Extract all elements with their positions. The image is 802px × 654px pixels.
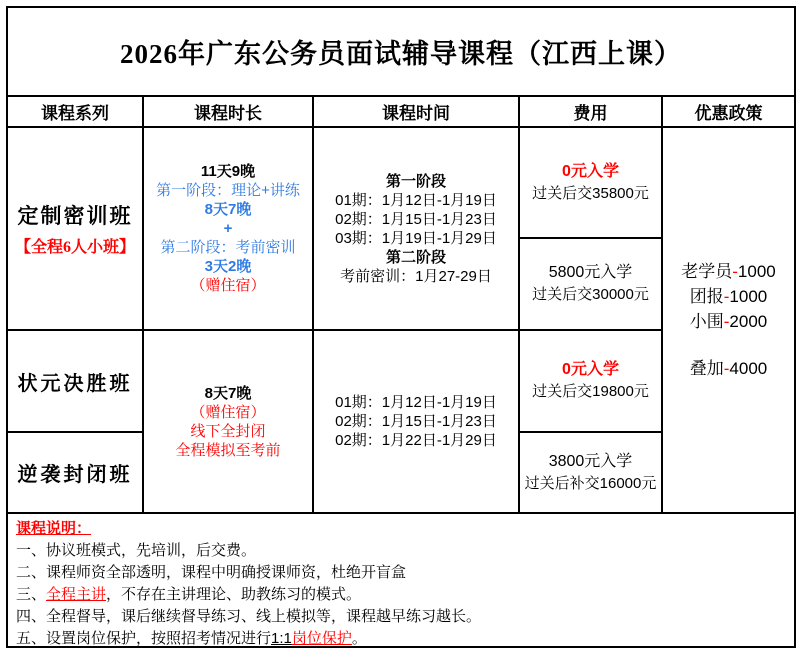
note-line-3-highlight: 全程主讲 [46, 586, 107, 603]
title-bar [8, 8, 794, 97]
duration-lodging-note-row1: （赠住宿） [190, 277, 266, 294]
time23-session-02b: 02期：1月22日-1月29日 [335, 432, 497, 449]
time-phase2-heading: 第二阶段 [385, 248, 446, 266]
note-line-3 [16, 584, 786, 606]
fee-headline-zero-a: 0元入学 [562, 162, 619, 180]
time-session-02: 02期：1月15日-1月23日 [335, 210, 497, 228]
series-name-custom: 定制密训班 [17, 204, 133, 228]
note-line-5 [16, 628, 786, 650]
fee-after-pass-16000: 过关后补交16000元 [524, 474, 657, 492]
duration-cell-row1 [144, 128, 312, 329]
duration-mock-until-exam-note: 全程模拟至考前 [175, 441, 281, 459]
course-table [8, 97, 794, 512]
time23-session-01: 01期：1月12日-1月19日 [335, 394, 497, 411]
duration-cell-rows23 [144, 331, 312, 512]
notes-heading: 课程说明： [16, 520, 92, 537]
fee-after-pass-19800: 过关后交19800元 [532, 383, 649, 400]
fee-headline-5800: 5800元入学 [548, 264, 633, 281]
duration-offline-closed-note: 线下全封闭 [190, 422, 266, 440]
discount-shortlist-value: 2000 [729, 312, 768, 331]
duration-phase1-label: 第一阶段：理论+讲练 [156, 182, 300, 199]
fee-headline-zero-c: 0元入学 [562, 361, 619, 378]
fee-after-pass-30000: 过关后交30000元 [532, 286, 649, 303]
discount-stackable-label: 叠加 [689, 359, 724, 378]
course-table-frame [6, 6, 796, 648]
fee-cell-zero-19800 [520, 331, 661, 431]
discount-shortlist [690, 309, 768, 334]
time-session-01: 01期：1月12日-1月19日 [335, 191, 497, 209]
column-header-time: 课程时间 [314, 97, 518, 126]
time-session-03: 03期：1月19日-1月29日 [335, 229, 497, 247]
duration-phase2-label: 第二阶段：考前密训 [160, 239, 296, 256]
column-header-series: 课程系列 [8, 97, 142, 126]
note-line-5-prefix: 五、设置岗位保护，按照招考情况进行 [16, 630, 272, 647]
column-header-discount: 优惠政策 [663, 97, 794, 126]
note-line-2: 二、课程师资全部透明，课程中明确授课师资，杜绝开盲盒 [16, 564, 407, 581]
discount-stackable-minus: - [723, 359, 730, 378]
discount-group-label: 团报 [689, 287, 724, 306]
fee-after-pass-35800: 过关后交35800元 [532, 184, 649, 202]
discount-shortlist-minus: - [723, 312, 730, 331]
duration-total-row1: 11天9晚 [200, 163, 256, 180]
discount-policy-cell [663, 128, 794, 512]
discount-old-student-value: 1000 [737, 262, 776, 281]
column-header-duration: 课程时长 [144, 97, 312, 126]
time-phase1-heading: 第一阶段 [385, 172, 446, 190]
time-cell-row1 [314, 128, 518, 329]
fee-headline-3800: 3800元入学 [548, 452, 633, 470]
duration-total-rows23: 8天7晚 [204, 384, 252, 402]
discount-group [690, 284, 768, 309]
fee-cell-zero-35800 [520, 128, 661, 237]
discount-old-student-label: 老学员 [681, 262, 733, 281]
discount-stackable-value: 4000 [729, 359, 768, 378]
duration-lodging-note-rows23: （赠住宿） [190, 403, 266, 421]
note-line-1: 一、协议班模式，先培训，后交费。 [16, 542, 257, 559]
duration-phase1-days: 8天7晚 [204, 201, 252, 218]
note-line-5-suffix: 。 [351, 630, 367, 647]
discount-shortlist-label: 小围 [689, 312, 724, 331]
duration-phase2-days: 3天2晚 [204, 258, 252, 275]
discount-stackable [690, 356, 768, 381]
series-badge-small-class: 【全程6人小班】 [14, 239, 135, 256]
column-header-fee: 费用 [520, 97, 661, 126]
note-line-5-ratio: 1:1 [271, 630, 292, 647]
discount-group-minus: - [723, 287, 730, 306]
discount-old-student [681, 259, 776, 284]
time-cell-rows23 [314, 331, 518, 512]
duration-plus-sign: + [223, 220, 233, 237]
time-preexam-session: 考前密训：1月27-29日 [340, 267, 492, 285]
series-cell-champion-class [8, 331, 142, 431]
note-line-3-prefix: 三、 [16, 586, 47, 603]
series-cell-custom-class [8, 128, 142, 329]
discount-old-student-minus: - [732, 262, 738, 281]
time23-session-02: 02期：1月15日-1月23日 [335, 413, 497, 430]
series-name-comeback: 逆袭封闭班 [17, 464, 133, 486]
fee-cell-5800-30000 [520, 239, 661, 329]
fee-cell-3800-16000 [520, 433, 661, 512]
note-line-5-highlight: 岗位保护 [291, 630, 352, 647]
course-notes-section [8, 512, 794, 647]
discount-group-value: 1000 [729, 287, 768, 306]
series-cell-comeback-class [8, 433, 142, 512]
series-name-champion: 状元决胜班 [17, 372, 133, 395]
note-line-3-suffix: ，不存在主讲理论、助教练习的模式。 [106, 586, 362, 603]
note-line-4: 四、全程督导，课后继续督导练习、线上模拟等，课程越早练习越长。 [16, 608, 482, 625]
page-title: 2026年广东公务员面试辅导课程（江西上课） [120, 39, 682, 69]
